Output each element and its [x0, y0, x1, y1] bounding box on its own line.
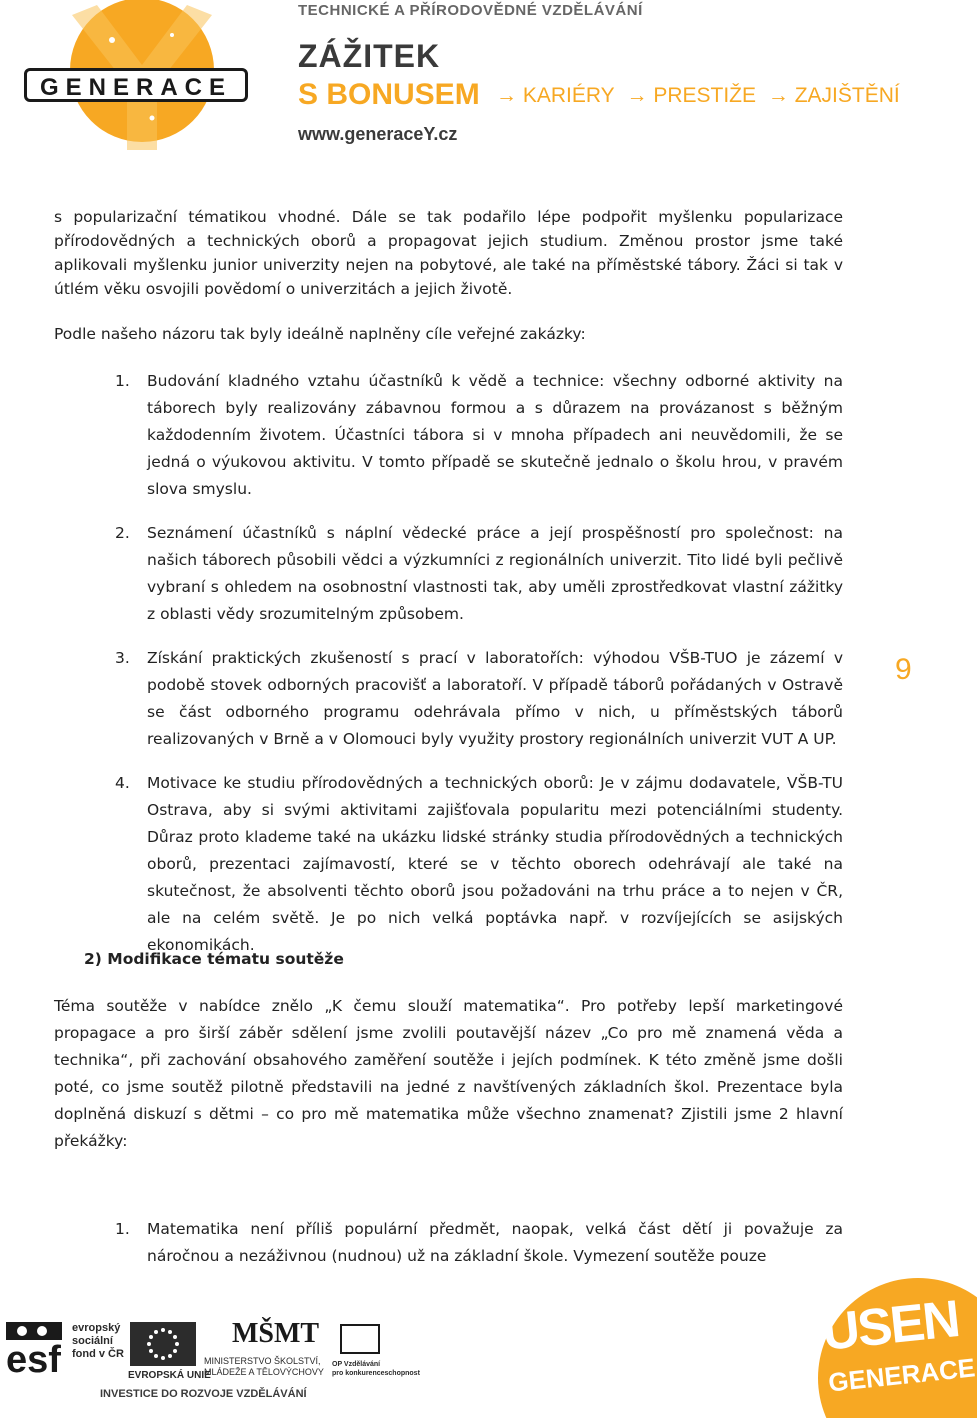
op-line: pro konkurenceschopnost — [332, 1370, 420, 1377]
eu-label: EVROPSKÁ UNIE — [128, 1370, 211, 1381]
lead-sentence: Podle našeho názoru tak byly ideálně naplněny cíle veřejné zakázky: — [54, 325, 586, 343]
goal-number: 1. — [115, 372, 130, 390]
esf-logo — [4, 1318, 66, 1380]
generace-logo-text: GENERACE — [24, 68, 248, 102]
esf-letters: esf — [6, 1339, 61, 1381]
eu-flag — [130, 1322, 196, 1366]
bonus-corner-logo — [818, 1278, 977, 1418]
section-paragraph: Téma soutěže v nabídce znělo „K čemu slouží matematika“. Pro potřeby lepší marketingové propagace a pro širší záběr sdělení jsme zvolili poutavější název „Co pro mě znamená věda a technika“, při zachování obsahového zaměření soutěže i jejích podmínek. K této změně jsme došli poté, co jsme soutěž pilotně představili na jedné z navštívených základních škol. Prezentace byla doplněná diskuzí s dětmi – co pro mě matematika může všechno znamenat? Zjistili jsme 2 hlavní překážky: — [54, 997, 843, 1150]
goal-number: 2. — [115, 524, 130, 542]
goal-text: Získání praktických zkušeností s prací v laboratořích: výhodou VŠB-TUO je zázemí v podobě stovek odborných pracovišť a laboratoří. V případě táborů pořádaných v Ostravě se část odborného programu odehrávala přímo v nich, u příměstských táborů realizovaných v Brně a v Olomouci byly využity prostory regionálních univerzit VUT A UP. — [147, 649, 843, 748]
corner-logo-word: USEN — [819, 1290, 962, 1362]
header-top-line: TECHNICKÉ A PŘÍRODOVĚDNÉ VZDĚLÁVÁNÍ — [298, 2, 643, 19]
footer-tagline: INVESTICE DO ROZVOJE VZDĚLÁVÁNÍ — [100, 1388, 307, 1400]
msmt-line: MLÁDEŽE A TĚLOVÝCHOVY — [204, 1367, 324, 1377]
goal-text: Budování kladného vztahu účastníků k vědě a technice: všechny odborné aktivity na táborech byly realizovány zábavnou formou a s důrazem na provázanost s běžným každodenním životem. Účastníci tábora si v mnoha případech ani neuvědomili, že se jedná o výukovou aktivitu. V tomto případě se skutečně jednalo o školu hrou, v pravém slova smyslu. — [147, 372, 843, 498]
obstacle-text: Matematika není příliš populární předmět, naopak, velká část dětí ji považuje za náročnou a nezáživnou (nudnou) už na základní škole. Vymezení soutěže pouze — [147, 1220, 843, 1265]
section-heading: 2) Modifikace tématu soutěže — [84, 950, 344, 968]
header-subtitle: S BONUSEM — [298, 78, 480, 111]
obstacle-item — [115, 1216, 843, 1270]
obstacle-number: 1. — [115, 1220, 130, 1238]
goal-item — [115, 368, 843, 503]
header-url[interactable]: www.generaceY.cz — [298, 124, 458, 144]
esf-line: evropský — [72, 1322, 121, 1334]
header-title: ZÁŽITEK — [298, 38, 441, 74]
op-text — [332, 1360, 420, 1378]
op-logo-icon — [340, 1324, 380, 1354]
header-tag: → PRESTIŽE — [626, 84, 757, 107]
goal-item — [115, 645, 843, 753]
header-tag: → ZAJIŠTĚNÍ — [767, 84, 900, 107]
esf-line: fond v ČR — [72, 1348, 124, 1360]
goal-number: 3. — [115, 649, 130, 667]
msmt-line: MINISTERSTVO ŠKOLSTVÍ, — [204, 1356, 321, 1366]
corner-logo-word: GENERACE — [826, 1352, 977, 1398]
esf-text — [72, 1322, 124, 1361]
page-number: 9 — [895, 653, 912, 686]
msmt-logo: MŠMT — [232, 1318, 320, 1349]
eu-stars-icon — [130, 1322, 196, 1366]
header-tag: → KARIÉRY — [496, 84, 615, 107]
op-line: OP Vzdělávání — [332, 1361, 381, 1368]
goal-item — [115, 770, 843, 959]
esf-line: sociální — [72, 1335, 113, 1347]
goal-text: Motivace ke studiu přírodovědných a technických oborů: Je v zájmu dodavatele, VŠB-TU Ostrava, aby si svými aktivitami zajišťovala popularitu mezi potenciálními studenty. Důraz proto klademe také na ukázku lidské stránky studia přírodovědných a technických oborů, prezentaci zajímavostí, které se v těchto oborech odehrávají ale také na skutečnost, že absolventi těchto oborů jsou požadováni na trhu práce a to nejen v ČR, ale na celém světě. Je po nich velká poptávka např. v rozvíjejících se asijských ekonomikách. — [147, 774, 843, 954]
goal-item — [115, 520, 843, 628]
msmt-text — [204, 1356, 324, 1378]
goal-number: 4. — [115, 774, 130, 792]
header-tags — [496, 84, 906, 108]
intro-paragraph: s popularizační tématikou vhodné. Dále se tak podařilo lépe podpořit myšlenku popularizace přírodovědných a technických oborů a propagovat jejich studium. Změnou prostor jsme také aplikovali myšlenku junior univerzity nejen na pobytové, ale také na příměstské tábory. Žáci si tak v útlém věku osvojili povědomí o univerzitách a jejich životě. — [54, 208, 843, 298]
goal-text: Seznámení účastníků s náplní vědecké práce a její prospěšností pro společnost: na našich táborech působili vědci a výzkumníci z regionálních univerzit. Tito lidé byli pečlivě vybraní s ohledem na osobnostní vlastnosti tak, aby uměli zprostředkovat vlastní zážitky z oblasti vědy srozumitelným způsobem. — [147, 524, 843, 623]
